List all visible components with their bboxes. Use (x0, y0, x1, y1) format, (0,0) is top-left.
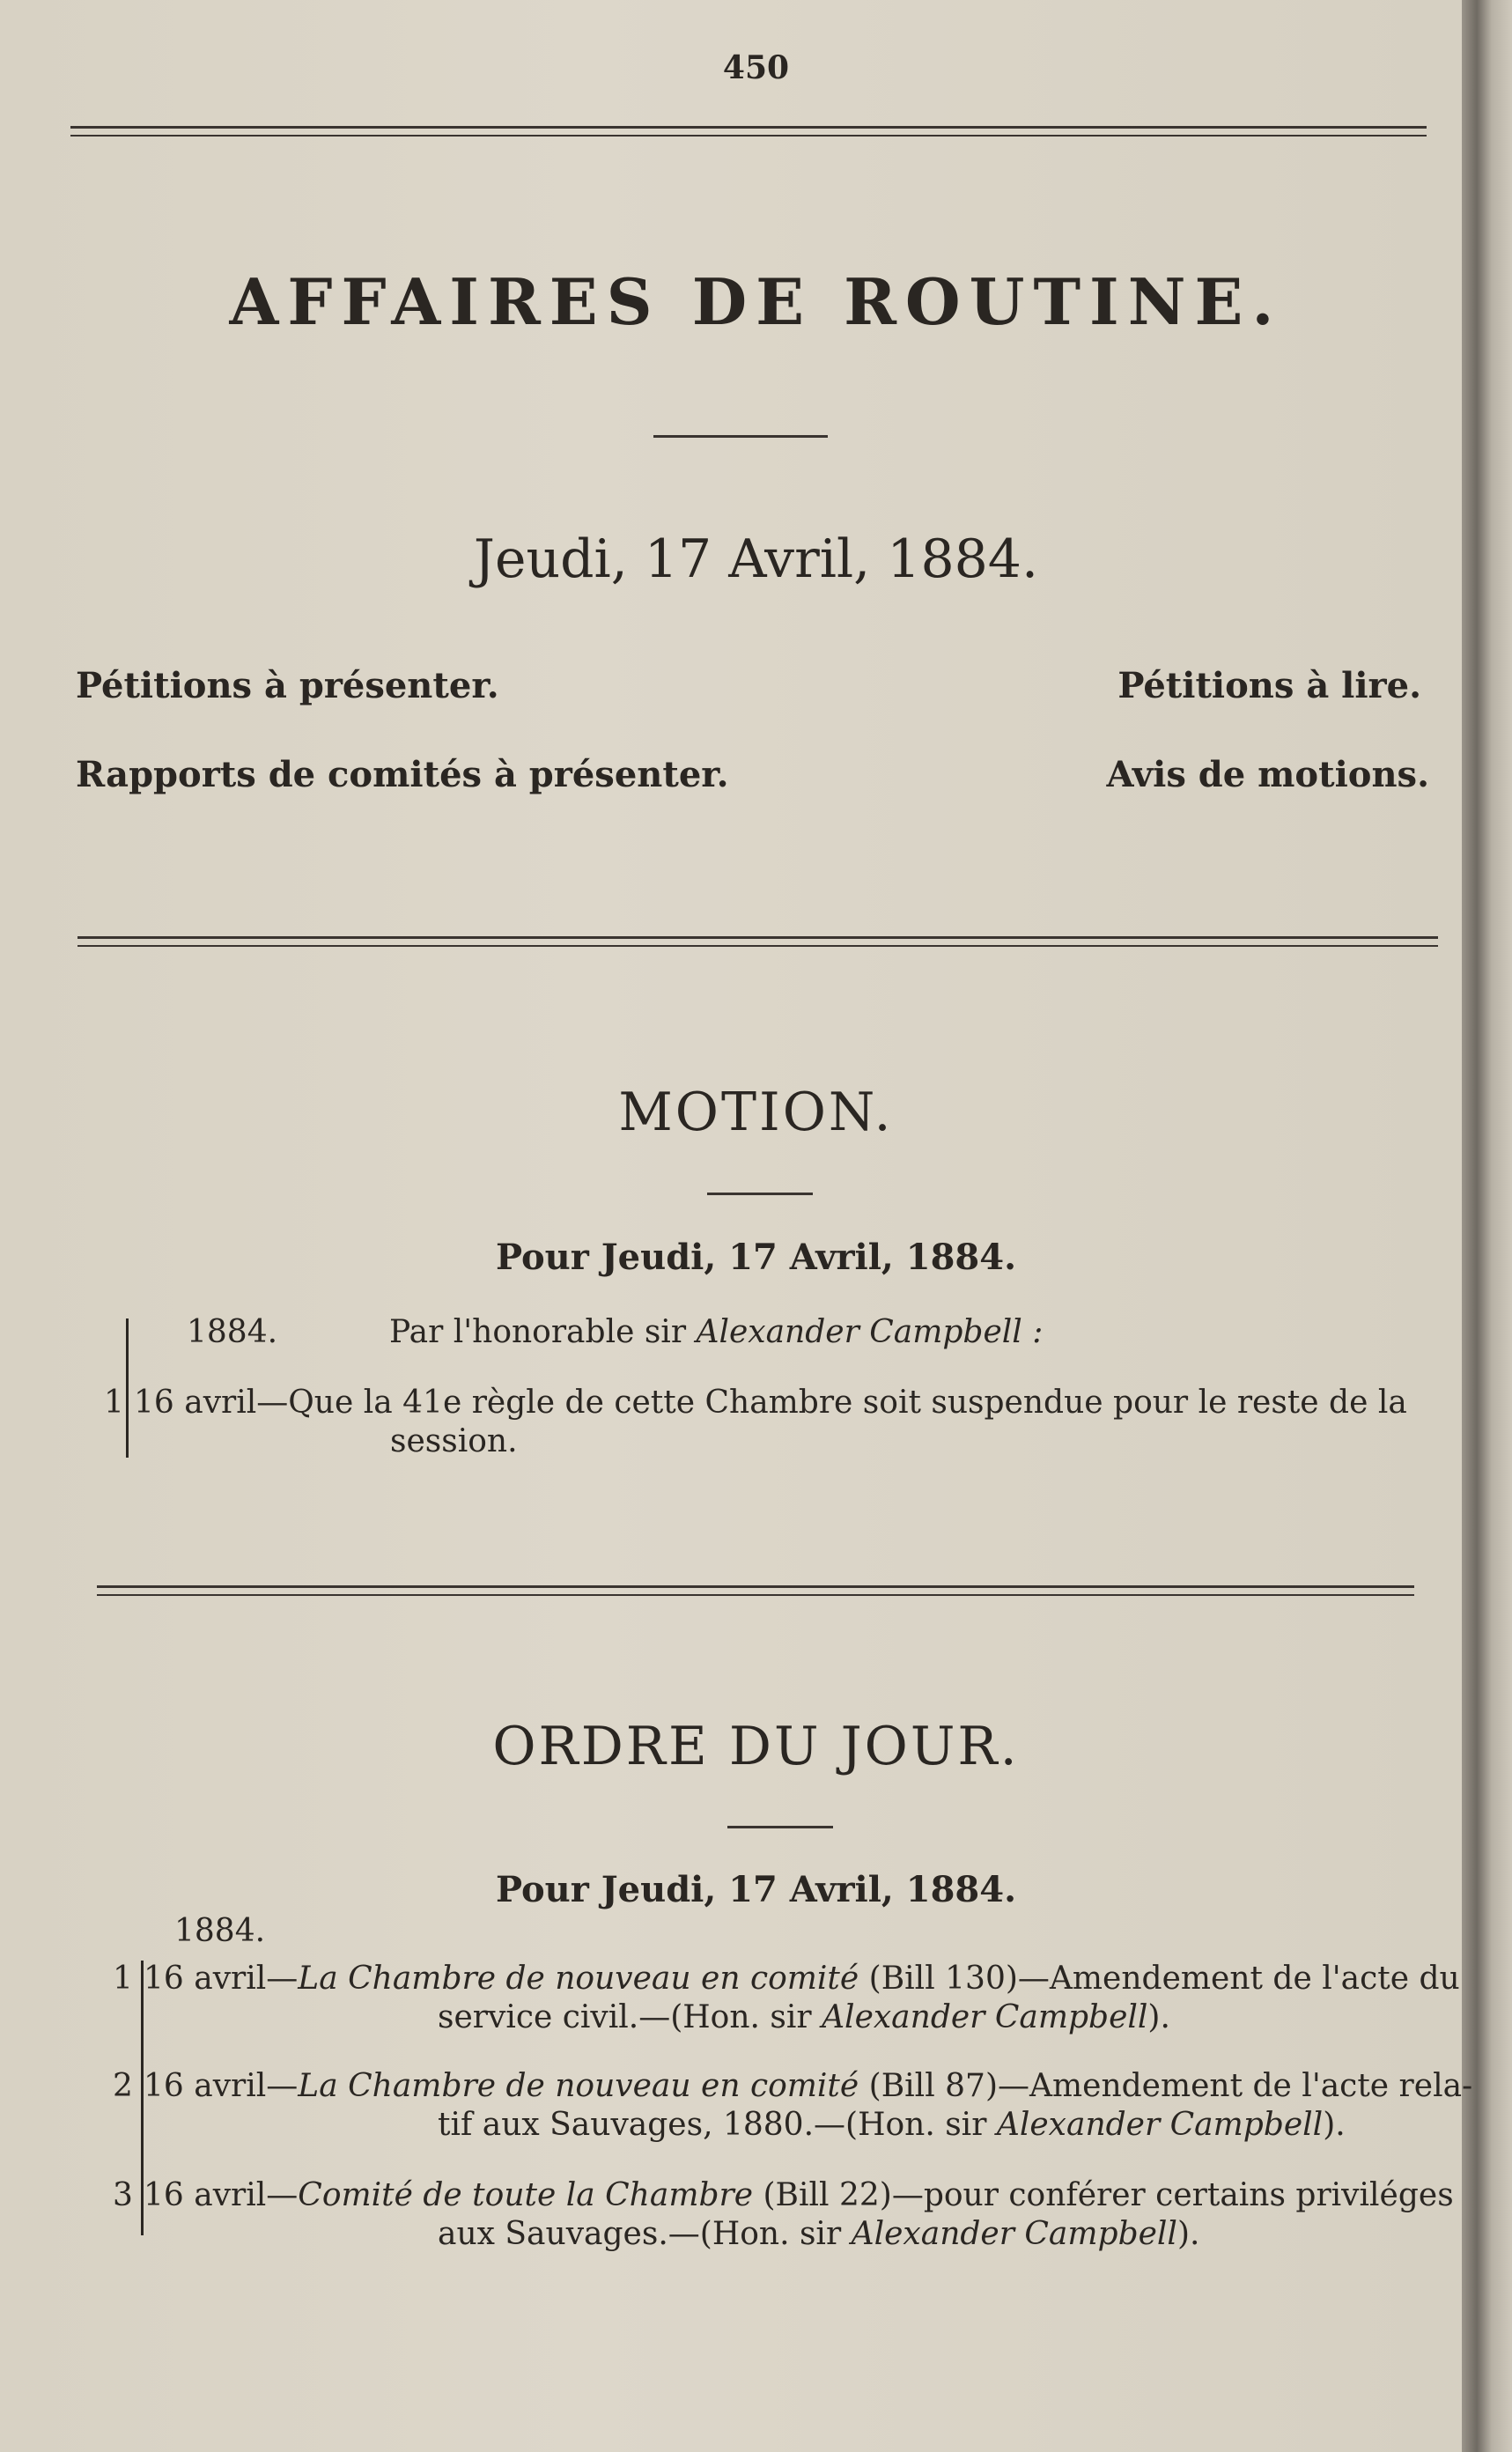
routine-date: Jeudi, 17 Avril, 1884. (473, 528, 1039, 590)
motion-mover-name: Alexander Campbell : (696, 1314, 1044, 1350)
ordre-title: ORDRE DU JOUR. (492, 1716, 1020, 1777)
motion-date: Pour Jeudi, 17 Avril, 1884. (495, 1237, 1017, 1278)
motion-title-underline (707, 1193, 813, 1195)
ordre-year: 1884. (174, 1913, 266, 1949)
motion-mover-prefix: Par l'honorable sir (389, 1314, 697, 1350)
ordre-item-3-date: 16 avril— (144, 2177, 299, 2213)
motion-rule-lower (77, 945, 1438, 947)
ordre-item-2-number: 2 (113, 2068, 133, 2104)
routine-left-item-1: Pétitions à présenter. (76, 665, 499, 706)
motion-item-text-line2: session. (390, 1423, 518, 1459)
ordre-item-3-line2-italic: Alexander Campbell (851, 2216, 1177, 2252)
ordre-item-2-rest: (Bill 87)—Amendement de l'acte rela- (859, 2068, 1473, 2104)
ordre-item-3-line1 (144, 2175, 1454, 2216)
ordre-item-2-line2-prefix: tif aux Sauvages, 1880.—(Hon. sir (438, 2107, 997, 2143)
ordre-item-3-rest: (Bill 22)—pour conférer certains priviléges (753, 2177, 1454, 2213)
ordre-item-1-italic: La Chambre de nouveau en comité (298, 1961, 859, 1997)
motion-item-text-line1: 16 avril—Que la 41e règle de cette Chambre soit suspendue pour le reste de la (134, 1385, 1407, 1421)
ordre-item-1-line2-prefix: service civil.—(Hon. sir (438, 1999, 822, 2035)
ordre-date: Pour Jeudi, 17 Avril, 1884. (495, 1869, 1017, 1910)
ordre-item-3-italic: Comité de toute la Chambre (298, 2177, 754, 2213)
ordre-item-1-line1 (144, 1959, 1460, 1999)
routine-right-item-2: Avis de motions. (1106, 754, 1429, 795)
top-rule-lower (70, 135, 1427, 137)
ordre-item-1-rest: (Bill 130)—Amendement de l'acte du (859, 1961, 1460, 1997)
ordre-item-3-line2-prefix: aux Sauvages.—(Hon. sir (438, 2216, 852, 2252)
ordre-item-2-line2-suffix: ). (1323, 2107, 1346, 2143)
routine-left-item-2: Rapports de comités à présenter. (76, 754, 729, 795)
page-number: 450 (722, 49, 790, 86)
ordre-item-2-line1 (144, 2066, 1472, 2107)
ordre-item-2-date: 16 avril— (144, 2068, 299, 2104)
motion-title: MOTION. (618, 1082, 894, 1143)
routine-title-underline (653, 435, 828, 438)
motion-mover (389, 1312, 1043, 1353)
ordre-title-underline (727, 1826, 833, 1828)
motion-margin-bar (126, 1318, 129, 1458)
motion-rule-upper (77, 936, 1438, 939)
ordre-item-1-line2-suffix: ). (1147, 1999, 1170, 2035)
ordre-rule-upper (97, 1585, 1414, 1588)
top-rule-upper (70, 126, 1427, 129)
ordre-item-2-line2 (438, 2105, 1346, 2146)
ordre-item-2-line2-italic: Alexander Campbell (996, 2107, 1324, 2143)
ordre-item-2-italic: La Chambre de nouveau en comité (298, 2068, 859, 2104)
ordre-item-1-date: 16 avril— (144, 1961, 299, 1997)
ordre-item-1-line2-italic: Alexander Campbell (822, 1999, 1148, 2035)
ordre-item-3-number: 3 (113, 2177, 133, 2213)
routine-right-item-1: Pétitions à lire. (1117, 665, 1421, 706)
ordre-item-1-line2 (438, 1998, 1170, 2038)
ordre-rule-lower (97, 1594, 1414, 1596)
ordre-item-1-number: 1 (113, 1961, 133, 1997)
motion-year: 1884. (187, 1314, 278, 1350)
ordre-item-3-line2 (438, 2214, 1199, 2255)
ordre-item-3-line2-suffix: ). (1176, 2216, 1200, 2252)
routine-title: AFFAIRES DE ROUTINE. (229, 264, 1283, 339)
motion-item-number: 1 (104, 1385, 124, 1421)
